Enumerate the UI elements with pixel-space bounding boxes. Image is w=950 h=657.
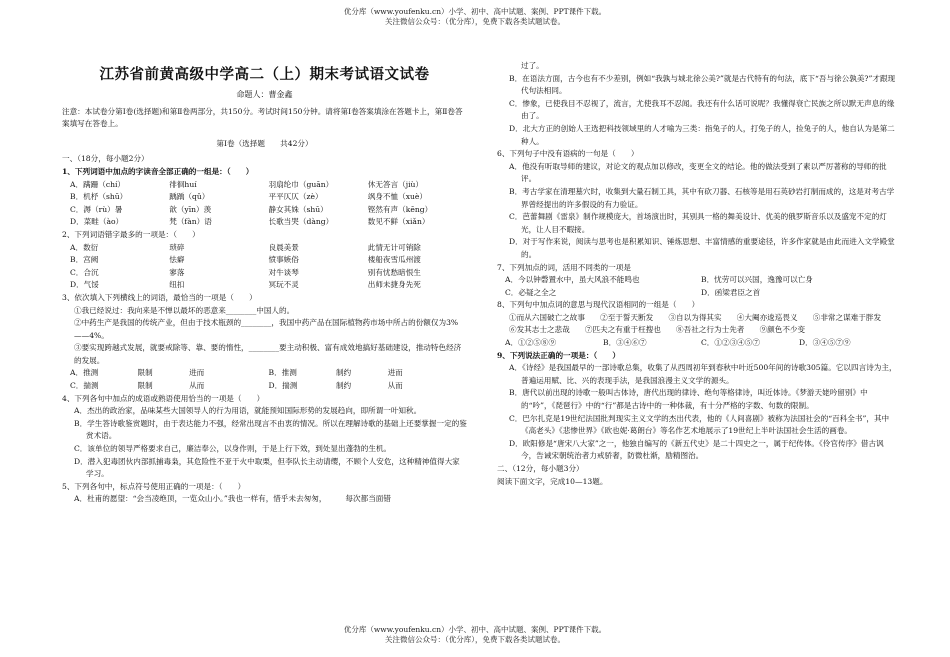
option-cell: D．揣测 xyxy=(268,381,298,391)
question-6-option-a: A．他没有听取导师的建议，对论文的观点加以修改，变更全文的结论。他的做法受到了素以严厉著称的导师的批评。 xyxy=(509,161,887,184)
option-cell: 楼船夜雪瓜州渡 xyxy=(367,255,421,265)
option-cell: C．合沉 xyxy=(70,267,99,277)
option-cell: 进而 xyxy=(387,368,403,378)
option-cell: B．③④⑥⑦ xyxy=(603,338,647,348)
question-9-option-d: D．欧阳修是“唐宋八大家”之一，他独自编写的《新五代史》是二十四史之一，属于纪传体。《伶官传序》借古讽今，告诫宋朝统治者力戒骄奢，防微杜渐，励精图治。 xyxy=(509,438,884,461)
option-row xyxy=(497,287,897,300)
question-5-continuation: 过了。 xyxy=(521,61,544,70)
question-9-option-a: A．《诗经》是我国最早的一部诗歌总集，收集了从西周初年到春秋中叶近500年间的诗歌305篇。它以四言诗为主，普遍运用赋、比、兴的表现手法，是我国浪漫主义文学的源头。 xyxy=(509,363,897,385)
question-4-option-c: C．该单位的领导严格要求自己，廉洁奉公，以身作则，于是上行下效，到处显出蓬勃的生机。 xyxy=(74,444,392,454)
question-9: 9、下列说法正确的一项是：（ ） xyxy=(497,350,620,360)
page-footer xyxy=(0,625,950,645)
question-9-option-b: B．唐代以前出现的诗歌一般叫古体诗，唐代出现的律诗、绝句等格律诗，叫近体诗。《梦游天姥吟留别》中的“吟”，《琵琶行》中的“行”都是古诗中的一种体裁，有十分严格的字数、句数的限制。 xyxy=(509,388,868,411)
option-cell: 长歌当哭（dàng） xyxy=(268,217,334,227)
option-cell: D．③④⑤⑦⑨ xyxy=(799,338,851,348)
option-cell: A．①②⑤⑧⑨ xyxy=(505,338,557,348)
option-cell: 从而 xyxy=(387,381,403,391)
option-row xyxy=(62,216,467,229)
option-cell: 静女其姝（shū） xyxy=(268,204,328,214)
option-cell: B．忧劳可以兴国，逸豫可以亡身 xyxy=(701,275,813,285)
footer-line-2: 关注微信公众号：（优分库），免费下载各类试题试卷。 xyxy=(385,635,565,644)
question-7: 7、下列加点的词，活用不同类的一项是 xyxy=(497,262,631,272)
question-1-options xyxy=(62,179,467,229)
option-cell: 飒身不恤（xuè） xyxy=(367,192,427,202)
question-1: 1、下列词语中加点的字读音全部正确的一组是：（ ） xyxy=(62,166,254,176)
question-8: 8、下列句中加点词的意思与现代汉语相同的一组是（ ） xyxy=(497,300,700,310)
option-cell: 进而 xyxy=(189,368,205,378)
question-6-option-d: D．对于写作来说，阅读与思考也是积累知识、锤炼思想、丰富情感的重要途径，许多作家就是由此而进入文学殿堂的。 xyxy=(509,237,895,259)
option-cell: 怯癖 xyxy=(169,255,185,265)
question-6-option-c: C．芭蕾舞剧《雷泉》制作规模庞大，首场演出时，其别具一格的舞美设计、优美的俄罗斯音乐以及盛宠不定的灯光，让人目不暇接。 xyxy=(509,212,887,234)
option-row xyxy=(62,242,467,255)
question-4: 4、下列各句中加点的成语或熟语使用恰当的一项是（ ） xyxy=(62,393,265,403)
option-cell: B．机杼（shū） xyxy=(70,192,128,202)
option-row xyxy=(62,204,467,217)
part-2-description: 阅读下面文字，完成10—13题。 xyxy=(497,476,608,486)
option-cell: 限制 xyxy=(137,381,153,391)
option-row xyxy=(62,179,467,192)
question-5-option-b: B．在语法方面，古今也有不少差别，例如“我孰与城北徐公美?”就是古代特有的句法，底下“吾与徐公孰美?”才跟现代句法相同。 xyxy=(509,73,896,96)
option-cell: 限制 xyxy=(137,368,153,378)
exam-title: 江苏省前黄高级中学高二（上）期末考试语文试卷 xyxy=(99,66,430,83)
option-cell: A．今以钟磬置水中，虽大风浪不能鸣也 xyxy=(505,275,640,285)
right-column xyxy=(497,60,897,488)
option-cell: 梵（fàn）语 xyxy=(169,217,212,227)
option-cell: 冥玩不灵 xyxy=(268,280,299,290)
header-line-1: 优分库（www.youfenku.cn）小学、初中、高中试题、案例、PPT课件下载。 xyxy=(343,7,607,16)
option-cell: 休无答言（jiù） xyxy=(367,179,423,189)
option-cell: 平平仄仄（zè） xyxy=(268,192,323,202)
exam-notice: 注意：本试卷分第Ⅰ卷(选择题)和第Ⅱ卷两部分，共150分。考试时间150分钟。请将第Ⅰ卷答案填涂在答题卡上，第Ⅱ卷答案填写在答卷上。 xyxy=(62,106,463,129)
option-cell: C．溽（rù）暑 xyxy=(70,204,123,214)
option-cell: 徘徊huí xyxy=(169,179,197,189)
question-4-option-d: D．潜入犯毒团伙内部抓捕毒枭，其危险性不亚于火中取栗，但李队长主动请缨，不顾个人安危，这种精神值得大家学习。 xyxy=(74,456,460,479)
question-2: 2、下列词语错字最多的一项是：（ ） xyxy=(62,229,200,239)
option-cell: 羽扇纶巾（guān） xyxy=(268,179,334,189)
question-9-option-c: C．巴尔扎克是19世纪法国批判现实主义文学的杰出代表，他的《人间喜剧》被称为法国社会的“百科全书”，其中《高老头》《悲惨世界》《欧也妮·葛朗台》等名作艺术地展示了19世纪上半叶法国社会生活的画卷。 xyxy=(509,413,890,436)
question-6-option-b: B．考古学家在清理墓穴时，收集到大量石制工具，其中有砍刀器、石核等是用石英砂岩打制而成的，这是对考古学界曾经提出的许多假设的有力验证。 xyxy=(509,186,895,209)
question-6: 6、下列句子中没有语病的一句是（ ） xyxy=(497,149,639,159)
part-1-heading: 一、（18分，每小题2分） xyxy=(62,154,149,164)
option-cell: 铿然有声（kēng） xyxy=(367,204,433,214)
question-5: 5、下列各句中，标点符号使用正确的一项是：（ ） xyxy=(62,481,246,491)
exam-author: 命题人：曹金鑫 xyxy=(236,90,293,99)
header-line-2: 关注微信公众号：（优分库），免费下载各类试题试卷。 xyxy=(385,17,565,26)
question-3-sentence: ③要实现跨越式发展，就要戒除等、靠、要的惰性，________要主动积极、富有成效地搞好基础建设，推动特色经济的发展。 xyxy=(74,343,462,365)
option-cell: 纽扣 xyxy=(169,280,185,290)
page-header xyxy=(0,7,950,27)
option-cell: 良晨美景 xyxy=(268,242,299,252)
option-cell: 琐碎 xyxy=(169,242,185,252)
part-2-heading: 二、（12分，每小题3分） xyxy=(497,464,584,473)
option-cell: 出师未捷身先死 xyxy=(367,280,421,290)
option-cell: D．函梁君臣之首 xyxy=(701,287,761,297)
option-row xyxy=(62,191,467,204)
option-row xyxy=(62,267,467,280)
question-3-sentence: ②中药生产是我国的传统产业，但由于技术瓶颈的________，我国中药产品在国际植物药市场中所占的份额仅为3%——4%。 xyxy=(74,318,459,340)
question-2-options xyxy=(62,242,467,292)
question-3: 3、依次填入下列横线上的词语，最恰当的一项是（ ） xyxy=(62,292,257,302)
option-cell: A．推测 xyxy=(70,368,99,378)
question-4-option-a: A．杰出的政治家，品味某些大国领导人的行为用语，就能预知国际形势的发展趋向，即所谓一叶知秋。 xyxy=(74,406,422,416)
section-title: 第Ⅰ卷（选择题 共42分） xyxy=(216,138,313,148)
question-3-sentence: ①我已经说过：我向来是不惮以最坏的恶意来________中国人的。 xyxy=(74,305,295,315)
question-5-option-d: D．北大方正的创始人王选把科技领域里的人才喻为三类：指兔子的人，打兔子的人，捡兔子的人，他自认为是第二种人。 xyxy=(509,123,895,146)
question-5-option-a: A．杜甫的愿望：“会当凌绝顶，一览众山小。”我也一样有，惜乎未去匆匆， 每次都当面错 xyxy=(74,494,391,504)
option-cell: 此情无计可销除 xyxy=(367,242,421,252)
option-cell: B．宫阙 xyxy=(70,255,99,265)
option-cell: C．必疑之全之 xyxy=(505,287,557,297)
option-cell: 数见不鲜（xiǎn） xyxy=(367,217,430,227)
option-cell: 制约 xyxy=(335,381,352,391)
option-cell: A．数衍 xyxy=(70,242,99,252)
option-cell: D．气馁 xyxy=(70,280,99,290)
option-cell: C．①②③④⑤⑦ xyxy=(701,338,760,348)
option-cell: 踽踽（qǔ） xyxy=(169,192,210,202)
question-8-items: ①而从六国破亡之故事 ②至于誓天断发 ③自以为得其实 ④大阉亦逡巡畏义 ⑤非常之谋难于胖发 ⑥发其志士之悲哉 ⑦匹夫之有重于枉搜也 ⑧吾社之行为士先者 ⑨颜色不少变 xyxy=(509,312,897,335)
question-4-option-b: B．学生答诗歌鉴赏题时，由于表达能力不强，经常出现言不由衷的情况。所以在理解诗歌的基础上还要掌握一定的鉴赏术语。 xyxy=(74,418,467,441)
option-cell: 愤事嫉俗 xyxy=(268,255,299,265)
option-cell: A．蹒跚（chí） xyxy=(70,179,126,189)
option-cell: 从而 xyxy=(189,381,205,391)
option-cell: B．推测 xyxy=(268,368,297,378)
option-cell: 对牛谈琴 xyxy=(268,267,299,277)
option-row xyxy=(62,367,467,380)
option-row xyxy=(62,254,467,267)
left-column xyxy=(62,60,467,506)
option-row xyxy=(497,274,897,287)
option-cell: 别有忧愁暗恨生 xyxy=(367,267,421,277)
option-row xyxy=(497,337,897,350)
option-cell: C．揣测 xyxy=(70,381,99,391)
option-row xyxy=(62,380,467,393)
option-cell: 寥落 xyxy=(169,267,185,277)
footer-line-1: 优分库（www.youfenku.cn）小学、初中、高中试题、案例、PPT课件下载。 xyxy=(343,625,607,634)
option-row xyxy=(62,279,467,292)
question-5-option-c: C．惨象，已使我目不忍视了，流言，尤使我耳不忍闻。我还有什么话可说呢？我懂得衰亡民族之所以默无声息的缘由了。 xyxy=(509,98,895,121)
option-cell: 歆（yīn）羡 xyxy=(169,204,212,214)
option-cell: 制约 xyxy=(335,368,352,378)
option-cell: D．菜畦（ào） xyxy=(70,217,124,227)
